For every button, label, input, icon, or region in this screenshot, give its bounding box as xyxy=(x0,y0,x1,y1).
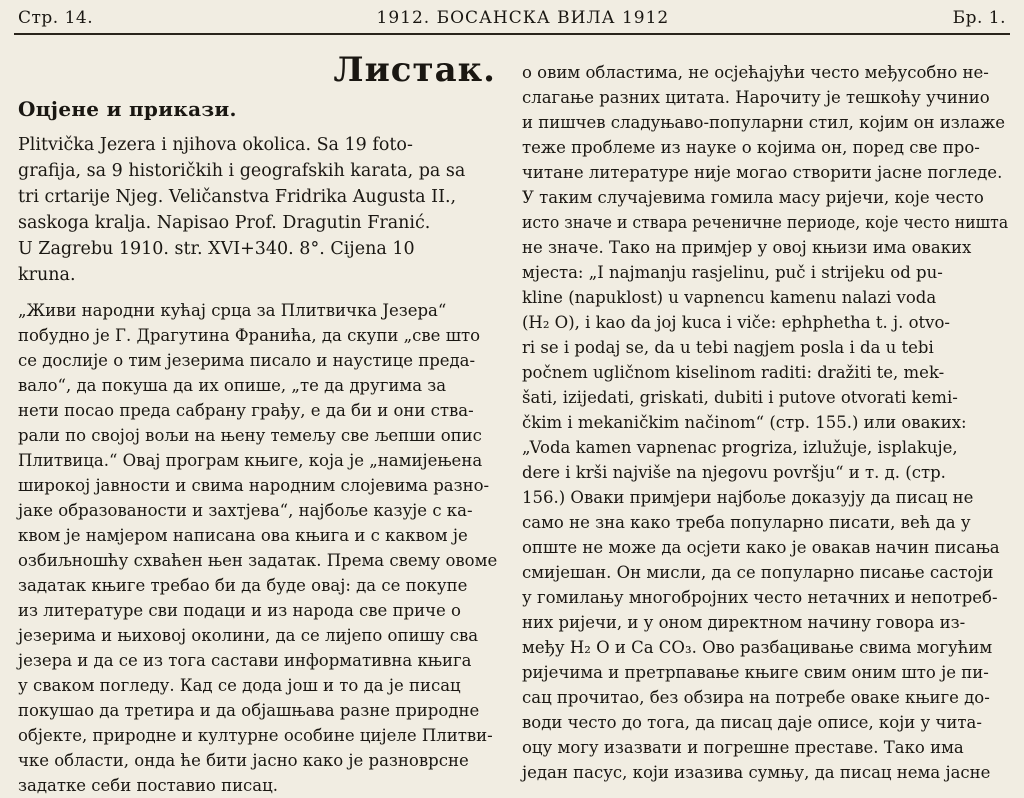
lead-text-line: U Zagrebu 1910. str. XVI+340. 8°. Cijena 10 xyxy=(18,239,415,259)
text-line: „Живи народни кућај срца за Плитвичка Језера“ xyxy=(18,301,447,320)
text-line: dere i krši najviše na njegovu površju“ и т. д. (стр. xyxy=(522,463,946,482)
text-line: у сваком погледу. Кад се дода још и то да је писац xyxy=(18,676,461,695)
text-line: čkim i mekaničkim načinom“ (стр. 155.) или оваких: xyxy=(522,413,967,432)
text-line: не значе. Тако на примјер у овој књизи има оваких xyxy=(522,238,972,257)
text-line: опште не може да осјети како је овакав начин писања xyxy=(522,538,1000,557)
text-line: kline (napuklost) u vapnencu kamenu nalazi voda xyxy=(522,288,937,307)
text-line: покушао да третира и да објашњава разне природне xyxy=(18,701,480,720)
text-line: широкој јавности и свима народним слојевима разно- xyxy=(18,476,490,495)
text-line: ri se i podaj se, da u tebi nagjem posla i da u tebi xyxy=(522,338,934,357)
text-line: о овим областима, не осјећајући често међусобно не- xyxy=(522,63,989,82)
text-line: у гомилању многобројних често нетачних и непотреб- xyxy=(522,588,998,607)
text-line: У таким случајевима гомила масу ријечи, које често xyxy=(522,188,984,207)
text-line: један пасус, који изазива сумњу, да писац нема јасне xyxy=(522,763,991,782)
text-line: само не зна како треба популарно писати, већ да у xyxy=(522,513,971,532)
text-line: рали по својој вољи на њену темељу све љепши опис xyxy=(18,426,482,445)
text-line: квом је намјером написана ова књига и с каквом је xyxy=(18,526,468,545)
text-line: побудно је Г. Драгутина Франића, да скупи „све што xyxy=(18,326,481,345)
text-line: сац прочитао, без обзира на потребе оваке књиге до- xyxy=(522,688,990,707)
text-line: вало“, да покуша да их опише, „те да другима за xyxy=(18,376,447,395)
text-line: теже проблеме из науке о којима он, поред све про- xyxy=(522,138,980,157)
publication-title: 1912. БОСАНСКА ВИЛА 1912 xyxy=(376,8,670,28)
text-line: озбиљношћу схваћен њен задатак. Према свему овоме xyxy=(18,551,498,570)
right-column xyxy=(522,60,1008,785)
section-title: Листак. xyxy=(333,50,496,90)
running-header xyxy=(18,6,1006,30)
text-line: них ријечи, и у оном директном начину говора из- xyxy=(522,613,966,632)
text-line: језера и да се из тога састави информативна књига xyxy=(18,651,472,670)
text-line: чке области, онда ће бити јасно како је разноврсне xyxy=(18,751,469,770)
text-line: 156.) Оваки примјери најбоље доказују да писац не xyxy=(522,488,974,507)
lead-text-line: tri crtarije Njeg. Veličanstva Fridrika Augusta II., xyxy=(18,187,457,207)
text-line: ријечима и претрпавање књиге свим оним што је пи- xyxy=(522,663,989,682)
header-rule xyxy=(14,33,1010,35)
text-line: задатке себи поставио писац. xyxy=(18,776,278,795)
text-line: исто значе и ствара реченичне периоде, које често ништа xyxy=(522,213,1009,232)
text-line: објекте, природне и културне особине цијеле Плитви- xyxy=(18,726,493,745)
paragraph-gap xyxy=(18,288,498,298)
lead-text-line: Plitvička Jezera i njihova okolica. Sa 19 foto- xyxy=(18,135,413,155)
subsection-title: Оцјене и прикази. xyxy=(18,97,237,121)
lead-paragraph xyxy=(18,132,498,288)
lead-text-line: grafija, sa 9 historičkih i geografskih karata, pa sa xyxy=(18,161,466,181)
text-line: смијешан. Он мисли, да се популарно писање састоји xyxy=(522,563,994,582)
left-column xyxy=(18,50,498,798)
lead-text-line: saskoga kralja. Napisao Prof. Dragutin Franić. xyxy=(18,213,431,233)
page-number: Стр. 14. xyxy=(18,8,94,28)
text-line: из литературе сви подаци и из народа све приче о xyxy=(18,601,461,620)
text-line: задатак књиге требао би да буде овај: да се покупе xyxy=(18,576,468,595)
text-line: читане литературе није могао створити јасне погледе. xyxy=(522,163,1003,182)
text-line: се дослије о тим језерима писало и наустице преда- xyxy=(18,351,476,370)
text-line: „Voda kamen vapnenac progriza, izlužuje, isplakuje, xyxy=(522,438,958,457)
text-line: језерима и њиховој околини, да се лијепо опишу сва xyxy=(18,626,479,645)
text-line: šati, izijedati, griskati, dubiti i putove otvorati kemi- xyxy=(522,388,958,407)
text-line: јаке образованости и захтјева“, најбоље казује с ка- xyxy=(18,501,473,520)
text-line: мјеста: „I najmanju rasjelinu, puč i strijeku od pu- xyxy=(522,263,943,282)
text-line: počnem ugličnom kiselinom raditi: dražiti te, mek- xyxy=(522,363,945,382)
text-line: води често до тога, да писац даје описе, који у чита- xyxy=(522,713,982,732)
text-line: (H₂ O), i kao da joj kuca i viče: ephphetha t. j. otvo- xyxy=(522,313,950,332)
issue-number: Бр. 1. xyxy=(952,8,1006,28)
text-line: оцу могу изазвати и погрешне преставе. Тако има xyxy=(522,738,964,757)
text-line: слагање разних цитата. Нарочиту је тешкоћу учинио xyxy=(522,88,990,107)
text-line: Плитвица.“ Овај програм књиге, која је „намијењена xyxy=(18,451,483,470)
body-paragraph-left xyxy=(18,298,498,798)
text-line: међу H₂ O и Ca CO₃. Ово разбацивање свима могућим xyxy=(522,638,993,657)
lead-text-line: kruna. xyxy=(18,265,76,285)
text-line: нети посао преда сабрану грађу, е да би и они ства- xyxy=(18,401,474,420)
text-line: и пишчев сладуњаво-популарни стил, којим он излаже xyxy=(522,113,1006,132)
